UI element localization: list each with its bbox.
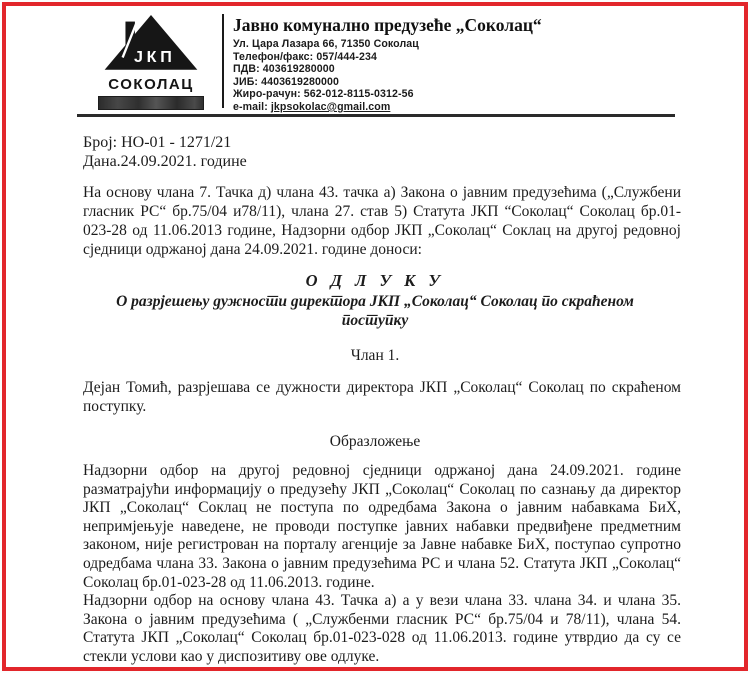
company-phone: Телефон/факс: 057/444-234 <box>233 50 377 63</box>
company-address: Ул. Цара Лазара 66, 71350 Соколац <box>233 38 419 50</box>
company-bank-account: Жиро-рачун: 562-012-8115-0312-56 <box>233 88 414 101</box>
rationale-section <box>83 462 681 667</box>
logo-acronym: ЈКП <box>133 48 176 67</box>
document-meta <box>83 133 744 171</box>
article1-text: Дејан Томић, разрјешава се дужности директора ЈКП „Соколац“ Соколац по скраћеном поступку. <box>83 379 681 415</box>
email-label: e-mail: <box>233 100 271 113</box>
rationale-heading: Образложење <box>329 433 421 450</box>
logo-decorative-bar <box>98 96 204 110</box>
letterhead <box>6 6 744 113</box>
document-date: Дана.24.09.2021. године <box>83 153 247 170</box>
jkp-house-logo-icon <box>102 14 200 75</box>
company-email-line <box>233 101 542 114</box>
decision-subtitle: О разрјешењу дужности директора ЈКП „Соколац“ Соколац по скраћеном поступку <box>116 293 634 329</box>
article1-heading: Члан 1. <box>350 347 400 364</box>
logo-company-name: СОКОЛАЦ <box>108 76 194 94</box>
company-info <box>224 14 542 113</box>
email-address: jkpsokolac@gmail.com <box>270 100 391 113</box>
decision-title: О Д Л У К У <box>305 271 445 290</box>
company-jib: ЈИБ: 4403619280000 <box>233 75 339 88</box>
scanned-decision-document <box>2 2 748 671</box>
letterhead-rule <box>77 114 675 117</box>
preamble-paragraph: На основу члана 7. Тачка д) члана 43. тачка а) Закона о јавним предузећима („Службени гласник РС“ бр.75/04 и78/11), члана 27. став 5) Статута ЈКП “Соколац“ Соколац бр.01-023-28 од 11.06.2013 године, Надзорни одбор ЈКП „Соколац“ Соклац на другој редовној сједници одржаној дана 24.09.2021. године доноси: <box>83 184 681 258</box>
rationale-paragraph-2: Надзорни одбор на основу члана 43. Тачка а) а у вези члана 33. члана 34. и члана 35. Закона о јавним предузећима ( „Службенми гласник РС“ бр.75/04 и 78/11), члана 54. Статута ЈКП „Соколац“ Соколац бр.01-023-028 од 11.06.2013. године утврдио да су се стекли услови као у диспозитиву ове одлуке. <box>83 592 681 665</box>
company-title: Јавно комунално предузеће „Соколац“ <box>233 15 542 35</box>
rationale-paragraph-1: Надзорни одбор на другој редовној сједници одржаној дана 24.09.2021. године разматрајући информацију о предузећу ЈКП „Соколац“ Соколац по сазнању да директор ЈКП „Соколац“ Соклац не поступа по одредбама Закона о јавним набавкама БиХ, непримјењује наведене, не проводи поступке јавних набавки предвиђене предметним законом, није регистрован на порталу агенције за Јавне набавке БиХ, поступао супротно одредбама члана 33. Закона о јавним предузећима РС и члана 52. Статута ЈКП „Соколац“ Соколац бр.01-023-28 од 11.06.2013. године. <box>83 462 681 591</box>
company-vat: ПДВ: 403619280000 <box>233 63 335 76</box>
company-logo <box>90 14 212 110</box>
document-number: Број: НО-01 - 1271/21 <box>83 134 232 151</box>
